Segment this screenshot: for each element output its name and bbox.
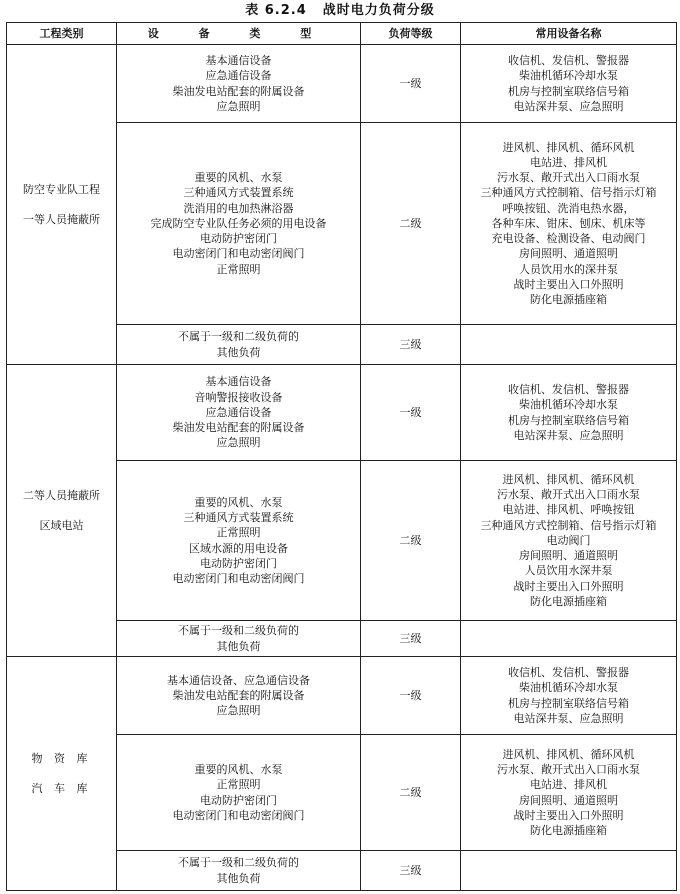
equipment-name-line: 收信机、发信机、警报器 xyxy=(508,666,629,680)
equipment-type-line: 洗消用的电加热淋浴器 xyxy=(183,201,294,215)
project-type-cell xyxy=(7,45,117,365)
equipment-type-cell xyxy=(117,657,361,735)
equipment-type-line: 柴油发电站配套的附属设备 xyxy=(172,421,305,435)
equipment-name-line: 房间照明、通道照明 xyxy=(519,793,618,807)
equipment-type-cell xyxy=(117,851,361,891)
equipment-names-cell xyxy=(461,45,677,123)
equipment-name-line: 充电设备、检测设备、电动阀门 xyxy=(491,232,646,246)
equipment-name-line: 污水泵、敞开式出入口雨水泵 xyxy=(497,763,640,777)
equipment-name-line: 电站深井泵、应急照明 xyxy=(513,99,624,113)
equipment-names-cell xyxy=(461,621,677,657)
equipment-name-line: 战时主要出入口外照明 xyxy=(513,579,624,593)
equipment-name-line: 人员饮用水深井泵 xyxy=(524,564,613,578)
equipment-name-line: 防化电源插座箱 xyxy=(530,594,607,608)
equipment-type-cell xyxy=(117,365,361,461)
load-level-cell: 二级 xyxy=(361,735,461,851)
equipment-name-line: 三种通风方式控制箱、信号指示灯箱 xyxy=(480,518,657,532)
equipment-name-line: 进风机、排风机、循环风机 xyxy=(502,747,635,761)
equipment-type-line: 电动防护密闭门 xyxy=(200,232,277,246)
equipment-name-line: 电站深井泵、应急照明 xyxy=(513,428,624,442)
load-level-cell: 二级 xyxy=(361,123,461,325)
table-body xyxy=(7,45,677,891)
equipment-type-line: 柴油发电站配套的附属设备 xyxy=(172,688,305,702)
equipment-name-line: 呼唤按钮、洗消电热水器， xyxy=(502,201,635,215)
project-type-line: 二等人员掩蔽所 xyxy=(23,489,100,503)
table-row xyxy=(7,657,677,735)
equipment-name-line: 三种通风方式控制箱、信号指示灯箱 xyxy=(480,186,657,200)
project-type-line: 区域电站 xyxy=(39,518,84,532)
equipment-names-cell xyxy=(461,657,677,735)
project-type-cell xyxy=(7,365,117,657)
table-caption: 战时电力负荷分级 xyxy=(322,3,435,18)
equipment-name-line: 收信机、发信机、警报器 xyxy=(508,54,629,68)
equipment-name-line: 污水泵、敞开式出入口雨水泵 xyxy=(497,171,640,185)
project-type-line: 汽 车 库 xyxy=(31,781,92,795)
equipment-type-line: 电动防护密闭门 xyxy=(200,793,277,807)
equipment-type-line: 音响警报接收设备 xyxy=(194,390,283,404)
equipment-name-line: 战时主要出入口外照明 xyxy=(513,808,624,822)
equipment-type-line: 电动密闭门和电动密闭阀门 xyxy=(172,247,305,261)
equipment-type-line: 区域水源的用电设备 xyxy=(189,541,288,555)
header-equipment-names: 常用设备名称 xyxy=(461,23,677,45)
equipment-name-line: 机房与控制室联络信号箱 xyxy=(508,84,629,98)
equipment-name-line: 污水泵、敞开式出入口雨水泵 xyxy=(497,488,640,502)
equipment-type-line: 应急照明 xyxy=(216,704,261,718)
equipment-type-line: 正常照明 xyxy=(216,262,261,276)
equipment-name-line: 柴油机循环冷却水泵 xyxy=(519,69,618,83)
equipment-name-line: 战时主要出入口外照明 xyxy=(513,277,624,291)
equipment-name-line: 电站进、排风机 xyxy=(530,156,607,170)
load-level-cell: 一级 xyxy=(361,657,461,735)
equipment-name-line: 收信机、发信机、警报器 xyxy=(508,383,629,397)
equipment-type-line: 不属于一级和二级负荷的 xyxy=(178,856,299,870)
equipment-type-line: 应急通信设备 xyxy=(205,69,272,83)
equipment-type-cell xyxy=(117,45,361,123)
equipment-type-line: 应急照明 xyxy=(216,99,261,113)
equipment-type-line: 基本通信设备 xyxy=(205,375,272,389)
equipment-name-line: 人员饮用水的深井泵 xyxy=(519,262,618,276)
equipment-type-cell xyxy=(117,325,361,365)
power-load-table xyxy=(6,22,677,891)
equipment-name-line: 房间照明、通道照明 xyxy=(519,549,618,563)
equipment-type-line: 基本通信设备 xyxy=(205,54,272,68)
load-level-cell: 三级 xyxy=(361,621,461,657)
table-row xyxy=(7,45,677,123)
equipment-name-line: 柴油机循环冷却水泵 xyxy=(519,681,618,695)
equipment-name-line: 各种车床、钳床、刨床、机床等 xyxy=(491,216,646,230)
project-type-line: 一等人员掩蔽所 xyxy=(23,212,100,226)
equipment-type-line: 其他负荷 xyxy=(216,345,261,359)
equipment-names-cell xyxy=(461,461,677,621)
equipment-name-line: 电站进、排风机 xyxy=(530,778,607,792)
equipment-type-line: 正常照明 xyxy=(216,778,261,792)
equipment-type-line: 重要的风机、水泵 xyxy=(194,171,283,185)
equipment-name-line: 防化电源插座箱 xyxy=(530,823,607,837)
equipment-type-line: 电动密闭门和电动密闭阀门 xyxy=(172,571,305,585)
table-row xyxy=(7,365,677,461)
equipment-type-cell xyxy=(117,123,361,325)
equipment-names-cell xyxy=(461,365,677,461)
project-type-line: 防空专业队工程 xyxy=(23,183,100,197)
equipment-type-line: 应急照明 xyxy=(216,436,261,450)
equipment-name-line: 机房与控制室联络信号箱 xyxy=(508,413,629,427)
header-row xyxy=(7,23,677,45)
equipment-type-line: 重要的风机、水泵 xyxy=(194,763,283,777)
equipment-name-line: 电站深井泵、应急照明 xyxy=(513,711,624,725)
equipment-type-line: 完成防空专业队任务必须的用电设备 xyxy=(150,216,327,230)
equipment-names-cell xyxy=(461,851,677,891)
equipment-name-line: 防化电源插座箱 xyxy=(530,292,607,306)
equipment-name-line: 房间照明、通道照明 xyxy=(519,247,618,261)
equipment-type-line: 电动密闭门和电动密闭阀门 xyxy=(172,808,305,822)
equipment-type-line: 不属于一级和二级负荷的 xyxy=(178,330,299,344)
table-title xyxy=(0,0,680,22)
equipment-type-line: 三种通风方式装置系统 xyxy=(183,511,294,525)
equipment-type-cell xyxy=(117,621,361,657)
equipment-type-line: 正常照明 xyxy=(216,526,261,540)
load-level-cell: 一级 xyxy=(361,45,461,123)
project-type-cell xyxy=(7,657,117,891)
equipment-names-cell xyxy=(461,735,677,851)
equipment-type-line: 其他负荷 xyxy=(216,639,261,653)
load-level-cell: 一级 xyxy=(361,365,461,461)
header-project-type: 工程类别 xyxy=(7,23,117,45)
equipment-type-line: 其他负荷 xyxy=(216,871,261,885)
equipment-type-line: 柴油发电站配套的附属设备 xyxy=(172,84,305,98)
header-equipment-type: 设 备 类 型 xyxy=(117,23,361,45)
table-number: 表 6.2.4 xyxy=(245,3,307,18)
equipment-name-line: 电动阀门 xyxy=(546,533,591,547)
equipment-names-cell xyxy=(461,123,677,325)
header-load-level: 负荷等级 xyxy=(361,23,461,45)
equipment-type-cell xyxy=(117,735,361,851)
equipment-type-line: 应急通信设备 xyxy=(205,405,272,419)
equipment-type-line: 基本通信设备、应急通信设备 xyxy=(167,673,310,687)
equipment-type-cell xyxy=(117,461,361,621)
equipment-type-line: 电动防护密闭门 xyxy=(200,556,277,570)
load-level-cell: 三级 xyxy=(361,851,461,891)
load-level-cell: 二级 xyxy=(361,461,461,621)
equipment-type-line: 三种通风方式装置系统 xyxy=(183,186,294,200)
load-level-cell: 三级 xyxy=(361,325,461,365)
equipment-name-line: 进风机、排风机、循环风机 xyxy=(502,140,635,154)
equipment-name-line: 机房与控制室联络信号箱 xyxy=(508,696,629,710)
equipment-name-line: 进风机、排风机、循环风机 xyxy=(502,473,635,487)
equipment-names-cell xyxy=(461,325,677,365)
equipment-name-line: 电站进、排风机、呼唤按钮 xyxy=(502,503,635,517)
equipment-type-line: 重要的风机、水泵 xyxy=(194,495,283,509)
project-type-line: 物 资 库 xyxy=(31,752,92,766)
equipment-type-line: 不属于一级和二级负荷的 xyxy=(178,624,299,638)
equipment-name-line: 柴油机循环冷却水泵 xyxy=(519,398,618,412)
